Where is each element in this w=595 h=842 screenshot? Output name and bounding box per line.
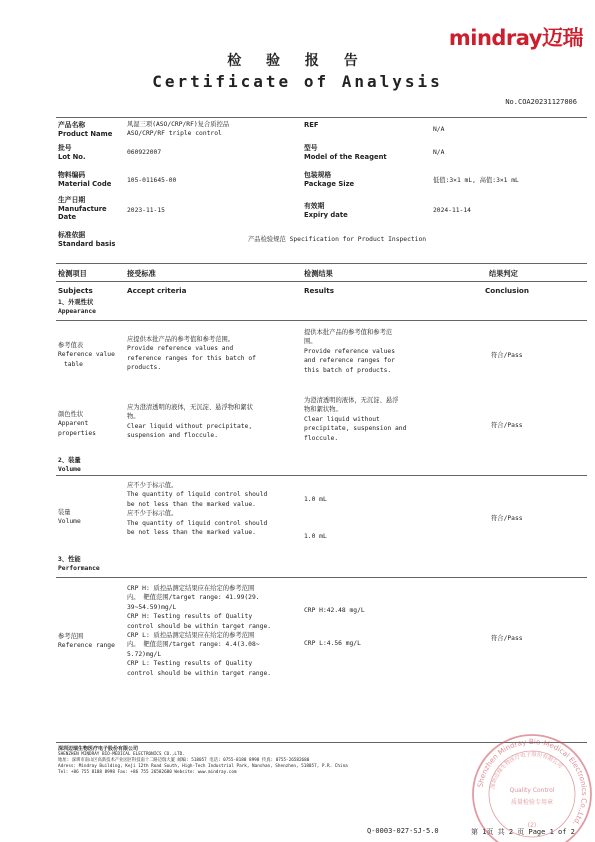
col-criteria-en: Accept criteria: [127, 286, 187, 295]
material-code-label: 物料编码 Material Code: [58, 171, 112, 188]
col-conclusion-en: Conclusion: [485, 286, 529, 295]
document-number: Q-0003-027-SJ-5.0: [367, 827, 439, 835]
col-criteria-cn: 接受标准: [127, 269, 156, 278]
col-results-en: Results: [304, 286, 334, 295]
footer-company-info: 深圳迈瑞生物医疗电子股份有限公司 SHENZHEN MINDRAY BIO-MEDICAL ELECTRONICS CO.,LTD. 地址: 深圳市南山区高新技术产业园区科技南十二路迈瑞大厦 邮编: 518057 电话: 0755-8188 8998 传真: 0755-26582680 Adress: Mindray Building, Keji 12th Road South, High-Tech Industrial Park, Nanshan, Shenzhen, 518057, P.R. China Tel: +86 755 8188 8998 Fax: +86 755 26582680 Website: www.mindray.com: [58, 746, 348, 775]
row-subject: 颜色性状 Apparent properties: [58, 411, 96, 437]
divider: [56, 320, 587, 321]
row-subject: 参考值表 Reference value table: [58, 342, 115, 368]
seal-center-en: Quality Control: [509, 787, 555, 794]
row-criteria: 应提供本批产品的参考值和参考范围。 Provide reference values and reference ranges for this batch of products.: [127, 336, 256, 372]
divider: [56, 281, 587, 282]
model-label: 型号 Model of the Reagent: [304, 144, 387, 161]
ref-value: N/A: [433, 126, 445, 133]
product-name-value: 风湿三项(ASO/CRP/RF)复合质控品 ASO/CRP/RF triple control: [127, 121, 230, 137]
section-heading: 2、装量 Volume: [58, 457, 81, 474]
col-conclusion-cn: 结果判定: [489, 269, 518, 278]
col-subjects-cn: 检测项目: [58, 269, 87, 278]
manufacture-date-value: 2023-11-15: [127, 207, 165, 214]
row-subject: 装量 Volume: [58, 509, 81, 526]
divider: [56, 475, 587, 476]
lot-value: 060922007: [127, 149, 162, 156]
mindray-logo: mindray迈瑞: [448, 26, 583, 50]
volume-result-2: 1.0 mL: [304, 533, 327, 540]
col-results-cn: 检测结果: [304, 269, 333, 278]
row-result: 提供本批产品的参考值和参考范 围。 Provide reference values and reference ranges for this batch of products.: [304, 329, 395, 374]
seal-inner-text: 深圳迈瑞生物医疗电子股份有限公司: [490, 751, 563, 790]
row-conclusion: 符合/Pass: [491, 515, 523, 522]
section-heading: 3、性能 Performance: [58, 556, 100, 573]
expiry-date-value: 2024-11-14: [433, 207, 471, 214]
manufacture-date-label: 生产日期 Manufacture Date: [58, 196, 107, 221]
certificate-number: No.COA20231127006: [505, 98, 577, 106]
expiry-date-label: 有效期 Expiry date: [304, 202, 348, 219]
ref-label: REF: [304, 121, 319, 129]
package-size-value: 低值:3×1 mL, 高值:3×1 mL: [433, 177, 519, 184]
row-criteria: 应为澄清透明的液体，无沉淀、悬浮物和絮状 物。 Clear liquid without precipitate, suspension and floccule.: [127, 404, 253, 440]
crp-h-result: CRP H:42.48 mg/L: [304, 607, 365, 614]
row-conclusion: 符合/Pass: [491, 635, 523, 642]
package-size-label: 包装规格 Package Size: [304, 171, 355, 188]
page-number: 第 1页 共 2 页 Page 1 of 2: [471, 828, 575, 836]
volume-result-1: 1.0 mL: [304, 496, 327, 503]
quality-control-seal: [470, 732, 594, 842]
divider: [56, 263, 587, 264]
title-en: Certificate of Analysis: [152, 72, 443, 91]
row-conclusion: 符合/Pass: [491, 352, 523, 359]
standard-basis-value: 产品检验规范 Specification for Product Inspection: [248, 236, 427, 243]
title-cn: 检 验 报 告: [227, 53, 368, 69]
seal-number: (2): [527, 822, 537, 829]
product-name-label: 产品名称 Product Name: [58, 121, 113, 138]
seal-ring-text: Shenzhen Mindray Bio-Medical Electronics Co.,Ltd.: [475, 736, 590, 828]
lot-label: 批号 Lot No.: [58, 144, 86, 161]
material-code-value: 105-011645-00: [127, 177, 177, 184]
divider: [56, 577, 587, 578]
seal-center-cn: 质量检验专用章: [510, 799, 554, 806]
divider: [56, 117, 587, 118]
crp-l-result: CRP L:4.56 mg/L: [304, 640, 361, 647]
row-criteria: CRP H: 质控品测定结果应在给定的参考范围 内。 靶值范围/target range: 41.99(29. 39~54.59)mg/L CRP H: Testing results of Quality control should be within target range. CRP L: 质控品测定结果应在给定的参考范围 内。 靶值范围/target range: 4.4(3.08~ 5.72)mg/L CRP L: Testing results of Quality control should be within target range.: [127, 585, 272, 677]
row-criteria: 应不少于标示值。 The quantity of liquid control should be not less than the marked value. 应不少于标示值。 The quantity of liquid control should be not less than the marked value.: [127, 482, 268, 537]
col-subjects-en: Subjects: [58, 286, 93, 295]
model-value: N/A: [433, 149, 445, 156]
row-subject: 参考范围 Reference range: [58, 633, 115, 650]
row-conclusion: 符合/Pass: [491, 422, 523, 429]
section-heading: 1、外观性状 Appearance: [58, 299, 96, 316]
standard-basis-label: 标准依据 Standard basis: [58, 231, 116, 248]
row-result: 为澄清透明的液体，无沉淀、悬浮 物和絮状物。 Clear liquid without precipitate, suspension and floccule.: [304, 397, 407, 442]
